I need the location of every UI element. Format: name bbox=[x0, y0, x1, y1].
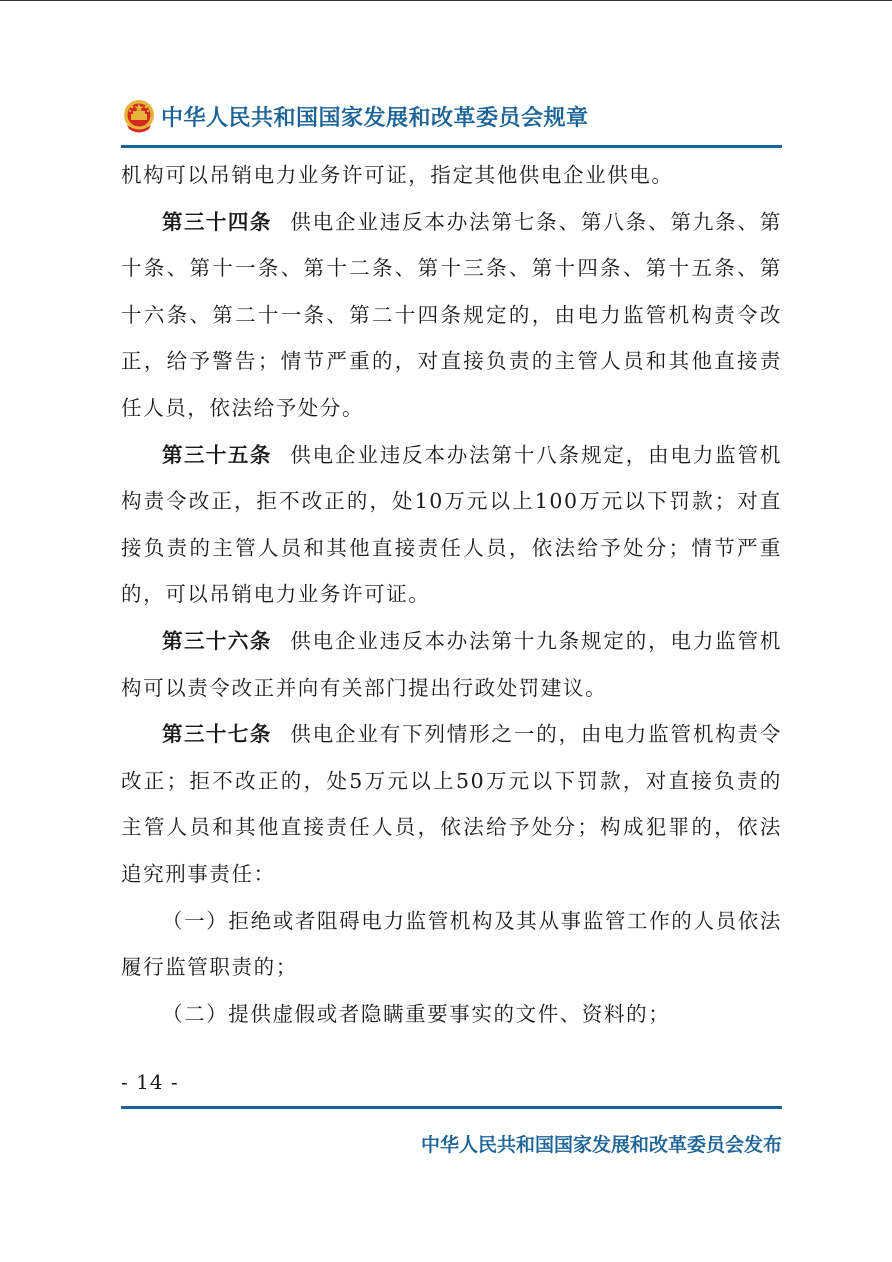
document-body bbox=[121, 152, 782, 1037]
page-number: - 14 - bbox=[121, 1070, 179, 1094]
article-number: 第三十七条 bbox=[162, 722, 272, 747]
footer-divider bbox=[121, 1106, 782, 1109]
document-header bbox=[121, 96, 589, 136]
footer-publisher: 中华人民共和国国家发展和改革委员会发布 bbox=[420, 1134, 782, 1156]
list-item-text: （二）提供虚假或者隐瞒重要事实的文件、资料的； bbox=[162, 1001, 671, 1026]
article-number: 第三十五条 bbox=[162, 442, 272, 467]
article-text: 供电企业有下列情形之一的，由电力监管机构责令改正；拒不改正的，处5万元以上50万元以下罚款，对直接负责的主管人员和其他直接责任人员，依法给予处分；构成犯罪的，依法追究刑事责任： bbox=[121, 722, 783, 886]
article-paragraph bbox=[121, 711, 782, 897]
article-number: 第三十六条 bbox=[162, 628, 272, 653]
list-item-text: （一）拒绝或者阻碍电力监管机构及其从事监管工作的人员依法履行监管职责的； bbox=[121, 908, 782, 980]
article-number: 第三十四条 bbox=[162, 209, 272, 234]
article-paragraph bbox=[121, 618, 782, 711]
national-emblem-icon bbox=[121, 98, 157, 134]
list-item-paragraph bbox=[121, 898, 782, 991]
article-text: 供电企业违反本办法第十八条规定，由电力监管机构责令改正，拒不改正的，处10万元以上100万元以下罚款；对直接负责的主管人员和其他直接责任人员，依法给予处分；情节严重的，可以吊销电力业务许可证。 bbox=[121, 442, 783, 607]
header-title: 中华人民共和国国家发展和改革委员会规章 bbox=[161, 105, 589, 131]
article-text: 供电企业违反本办法第七条、第八条、第九条、第十条、第十一条、第十二条、第十三条、第十四条、第十五条、第十六条、第二十一条、第二十四条规定的，由电力监管机构责令改正，给予警告；情节严重的，对直接负责的主管人员和其他直接责任人员，依法给予处分。 bbox=[121, 209, 783, 420]
article-paragraph bbox=[121, 199, 782, 432]
page-edge-line bbox=[0, 0, 892, 1]
header-divider bbox=[121, 145, 782, 148]
paragraph bbox=[121, 152, 782, 199]
list-item-paragraph bbox=[121, 991, 782, 1038]
article-text: 供电企业违反本办法第十九条规定的，电力监管机构可以责令改正并向有关部门提出行政处罚建议。 bbox=[121, 628, 783, 700]
paragraph-text: 机构可以吊销电力业务许可证，指定其他供电企业供电。 bbox=[121, 163, 674, 187]
article-paragraph bbox=[121, 432, 782, 618]
